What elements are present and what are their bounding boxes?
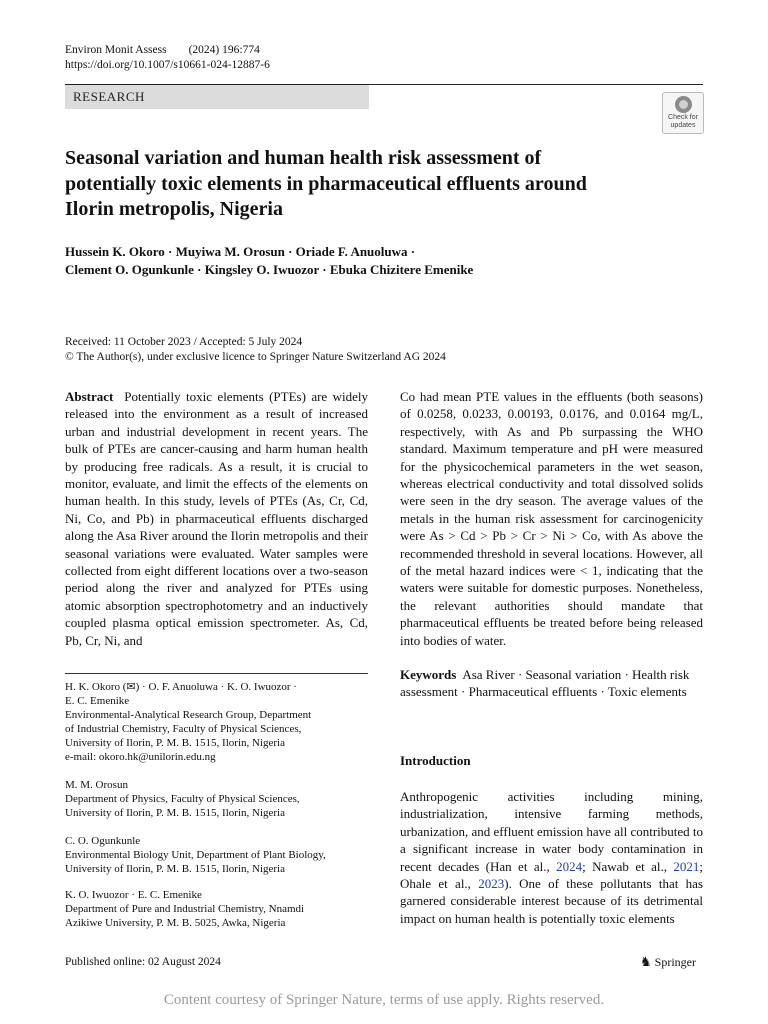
received-accepted: Received: 11 October 2023 / Accepted: 5 July 2024: [65, 336, 303, 348]
intro-text-2: ; Nawab et al.,: [582, 858, 674, 874]
authors-line-1: Hussein K. Okoro · Muyiwa M. Orosun · Oriade F. Anuoluwa ·: [65, 244, 416, 259]
affiliation-names: C. O. Ogunkunle: [65, 835, 141, 847]
springer-logo[interactable]: [640, 955, 696, 970]
ref-link-nawab[interactable]: 2021: [673, 858, 700, 874]
abstract-right-column: [400, 388, 703, 649]
intro-text-1: Anthropogenic activities including mining, industrialization, intensive farming methods, urbanization, and effluent emission have all contributed to a significant increase in water body contamination in recent decades (Han et al.,: [400, 789, 704, 874]
affiliation-line: Azikiwe University, P. M. B. 5025, Awka, Nigeria: [65, 917, 286, 929]
journal-name: Environ Monit Assess: [65, 44, 167, 56]
introduction-text: [400, 788, 703, 927]
affiliation-line: Environmental Biology Unit, Department of Plant Biology,: [65, 849, 326, 861]
affiliation-email[interactable]: e-mail: okoro.hk@unilorin.edu.ng: [65, 751, 216, 763]
affiliation-names: H. K. Okoro (✉) · O. F. Anuoluwa · K. O. Iwuozor ·: [65, 681, 297, 693]
journal-header: [65, 43, 270, 73]
affiliation-names: M. M. Orosun: [65, 779, 128, 791]
journal-volume: (2024) 196:774: [188, 44, 260, 56]
published-online: Published online: 02 August 2024: [65, 956, 221, 968]
check-updates-line2: updates: [670, 121, 696, 129]
affiliation-4: [65, 888, 368, 930]
abstract-text-part1: Potentially toxic elements (PTEs) are widely released into the environment as a result of increased urban and industrial development in recent years. The bulk of PTEs are cancer-causing and harm human health by producing free radicals. As a result, it is crucial to monitor, evaluate, and limit the effects of the elements on human health. In this study, levels of PTEs (As, Cr, Cd, Ni, Co, and Pb) in pharmaceutical effluents discharged along the Asa River around the Ilorin metropolis and their seasonal variations were evaluated. Water samples were collected from eight different locations over a two-season period along the river and analyzed for PTEs using atomic absorption spectrophotometry and an inductively coupled plasma optical emission spectrometer. As, Cd, Pb, Cr, Ni, and: [65, 389, 369, 648]
affiliation-line: of Industrial Chemistry, Faculty of Physical Sciences,: [65, 723, 302, 735]
courtesy-notice: Content courtesy of Springer Nature, terms of use apply. Rights reserved.: [163, 992, 605, 1008]
article-type: RESEARCH: [73, 89, 145, 104]
affiliation-line: University of Ilorin, P. M. B. 1515, Ilorin, Nigeria: [65, 807, 285, 819]
check-updates-icon: [675, 96, 692, 113]
keywords-block: [400, 666, 703, 701]
ref-link-ohale[interactable]: 2023: [478, 876, 505, 892]
affiliation-line: Environmental-Analytical Research Group, Department: [65, 709, 312, 721]
abstract-left-column: [65, 388, 368, 649]
affiliation-names-cont: E. C. Emenike: [65, 695, 130, 707]
ref-link-han[interactable]: 2024: [556, 858, 583, 874]
affiliation-1: [65, 680, 368, 764]
affiliation-line: University of Ilorin, P. M. B. 1515, Ilorin, Nigeria: [65, 863, 285, 875]
affiliation-line: Department of Pure and Industrial Chemistry, Nnamdi: [65, 903, 305, 915]
affiliation-line: Department of Physics, Faculty of Physical Sciences,: [65, 793, 300, 805]
authors-line-2: Clement O. Ogunkunle · Kingsley O. Iwuozor · Ebuka Chizitere Emenike: [65, 262, 474, 277]
intro-text-4: ). One of these pollutants that has garnered considerable interest because of its detrimental impact on human health is potentially toxic elements: [400, 876, 703, 926]
article-type-band: [65, 85, 369, 109]
affiliation-line: University of Ilorin, P. M. B. 1515, Ilorin, Nigeria: [65, 737, 285, 749]
springer-horse-icon: ♞: [640, 955, 652, 970]
abstract-label: Abstract: [65, 389, 114, 404]
copyright-line: © The Author(s), under exclusive licence to Springer Nature Switzerland AG 2024: [65, 351, 446, 363]
affiliation-3: [65, 834, 368, 876]
doi-link[interactable]: https://doi.org/10.1007/s10661-024-12887-6: [65, 59, 270, 71]
author-list: [65, 243, 685, 279]
keywords-text: Asa River · Seasonal variation · Health risk assessment · Pharmaceutical effluents · Toxic elements: [400, 667, 690, 700]
publisher-name: Springer: [654, 955, 696, 969]
check-for-updates-badge[interactable]: [662, 92, 704, 134]
affiliations-rule: [65, 673, 368, 674]
article-dates: [65, 335, 446, 365]
keywords-label: Keywords: [400, 667, 457, 682]
affiliation-names: K. O. Iwuozor · E. C. Emenike: [65, 889, 202, 901]
intro-text-3: ; Ohale et al.,: [400, 858, 703, 892]
introduction-heading: Introduction: [400, 753, 471, 768]
check-updates-line1: Check for: [668, 114, 698, 121]
article-title: Seasonal variation and human health risk assessment of potentially toxic elements in pharmaceutical effluents around Ilorin metropolis, Nigeria: [65, 147, 587, 220]
abstract-text-part2: Co had mean PTE values in the effluents (both seasons) of 0.0258, 0.0233, 0.00193, 0.0176, and 0.0164 mg/L, respectively, with As and Pb surpassing the WHO standard. Maximum temperature and pH were measured for the physicochemical parameters in the wet season, whereas electrical conductivity and total dissolved solids were seen in the dry season. The average values of the metals in the human risk assessment for carcinogenicity were As > Cd > Pb > Cr > Ni > Co, with As above the recommended threshold in several locations. However, all of the metal hazard indices were < 1, indicating that the waters were suitable for domestic purposes. Nonetheless, the relevant authorities should mandate that pharmaceutical effluents be treated before being released into bodies of water.: [400, 389, 703, 648]
affiliation-2: [65, 778, 368, 820]
